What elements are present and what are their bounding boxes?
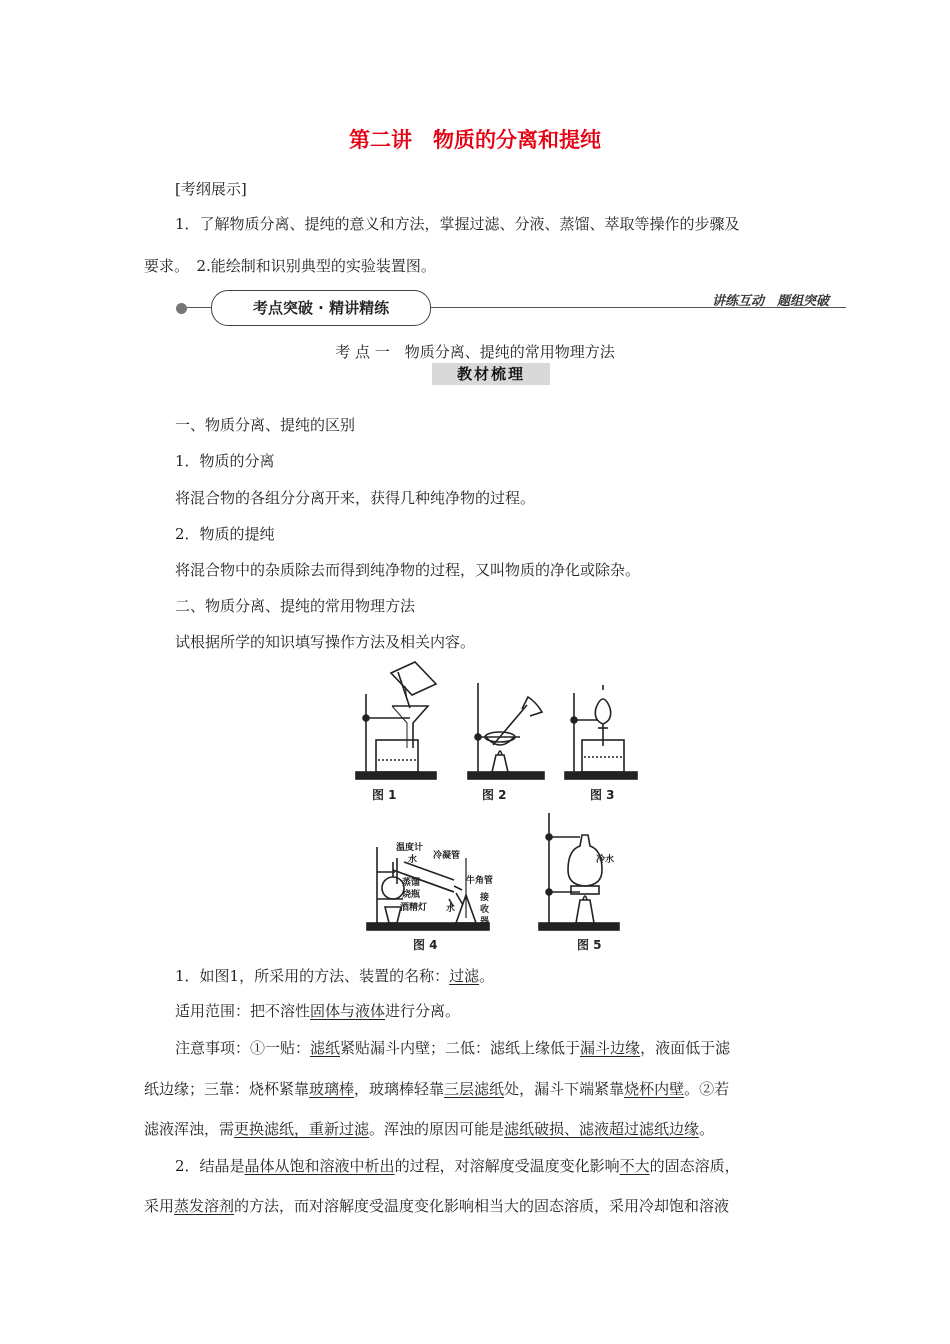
q2-line-b: 采用蒸发溶剂的方法，而对溶解度受温度变化影响相当大的固态溶质，采用冷却饱和溶液	[144, 1197, 730, 1215]
fig4-label-receiver-1: 接	[480, 893, 490, 903]
q2-line-a: 2．结晶是晶体从饱和溶液中析出的过程，对溶解度受温度变化影响不大的固态溶质，	[175, 1157, 740, 1175]
answer-blank: 三层滤纸	[444, 1080, 505, 1098]
figure-5-sublimation	[539, 813, 619, 930]
figure-2-evaporation	[468, 683, 544, 779]
fig5-label-cold-water: 冷水	[596, 855, 615, 865]
fig4-label-receiver-2: 收	[480, 905, 490, 915]
fig4-label-thermometer: 温度计	[396, 843, 424, 853]
fig4-label-lamp: 酒精灯	[400, 903, 428, 913]
figure-2-caption: 图 2	[482, 788, 507, 802]
figure-3-caption: 图 3	[590, 788, 615, 802]
answer-blank: 漏斗边缘	[580, 1039, 641, 1057]
fig4-label-adapter: 牛角管	[466, 876, 494, 886]
answer-blank: 晶体从饱和溶液中析出	[244, 1157, 395, 1175]
answer-blank: 滤纸	[310, 1039, 341, 1057]
q1-line-a: 1．如图1，所采用的方法、装置的名称：过滤。	[175, 967, 495, 985]
body-p6: 二、物质分离、提纯的常用物理方法	[175, 597, 416, 615]
section-tag: 考点突破 · 精讲精练	[211, 290, 431, 326]
outline-heading: [考纲展示]	[175, 180, 247, 198]
fig4-label-water-out: 水	[446, 904, 456, 914]
q1-line-b: 适用范围：把不溶性固体与液体进行分离。	[175, 1002, 461, 1020]
q1-line-e: 滤液浑浊，需更换滤纸，重新过滤。浑浊的原因可能是滤纸破损、滤液超过滤纸边缘。	[144, 1120, 715, 1138]
q1-line-d: 纸边缘；三靠：烧杯紧靠玻璃棒，玻璃棒轻靠三层滤纸处，漏斗下端紧靠烧杯内壁。②若	[144, 1080, 730, 1098]
outline-item-1: 1．了解物质分离、提纯的意义和方法，掌握过滤、分液、蒸馏、萃取等操作的步骤及	[175, 215, 740, 233]
answer-blank: 固体与液体	[310, 1002, 386, 1020]
answer-blank: 蒸发溶剂	[174, 1197, 235, 1215]
body-p1: 一、物质分离、提纯的区别	[175, 416, 356, 434]
outline-item-2: 要求。 2.能绘制和识别典型的实验装置图。	[144, 257, 436, 275]
banner-right-text: 讲练互动 题组突破	[712, 294, 830, 309]
body-p5: 将混合物中的杂质除去而得到纯净物的过程，又叫物质的净化或除杂。	[175, 561, 641, 579]
body-p4: 2．物质的提纯	[175, 525, 275, 543]
answer-blank: 烧杯内壁	[624, 1080, 685, 1098]
answer-blank: 过滤	[449, 967, 480, 985]
answer-blank: 滤纸破损、滤液超过滤纸边缘	[504, 1120, 700, 1138]
section-stamp: 教材梳理	[432, 363, 550, 385]
answer-blank: 更换滤纸，重新过滤	[234, 1120, 370, 1138]
body-p3: 将混合物的各组分分离开来，获得几种纯净物的过程。	[175, 489, 536, 507]
answer-blank: 不大	[619, 1157, 650, 1175]
figure-4-distillation	[367, 847, 489, 930]
body-p7: 试根据所学的知识填写操作方法及相关内容。	[175, 633, 476, 651]
q1-line-c: 注意事项：①一贴：滤纸紧贴漏斗内壁；二低：滤纸上缘低于漏斗边缘，液面低于滤	[175, 1039, 731, 1057]
section-heading: 考 点 一 物质分离、提纯的常用物理方法	[335, 343, 615, 361]
body-p2: 1．物质的分离	[175, 452, 275, 470]
fig4-label-receiver-3: 器	[480, 917, 490, 927]
figure-3-separation	[565, 685, 637, 779]
fig4-label-condenser: 冷凝管	[433, 851, 461, 861]
figure-4-caption: 图 4	[413, 938, 438, 952]
figure-1-caption: 图 1	[372, 788, 397, 802]
answer-blank: 玻璃棒	[309, 1080, 355, 1098]
page-title: 第二讲 物质的分离和提纯	[349, 128, 601, 152]
fig4-label-water-in: 水	[408, 855, 418, 865]
figure-1-filtration	[356, 662, 436, 779]
figure-5-caption: 图 5	[577, 938, 602, 952]
fig4-label-distill: 蒸馏	[402, 878, 421, 888]
fig4-label-flask: 烧瓶	[402, 890, 421, 900]
